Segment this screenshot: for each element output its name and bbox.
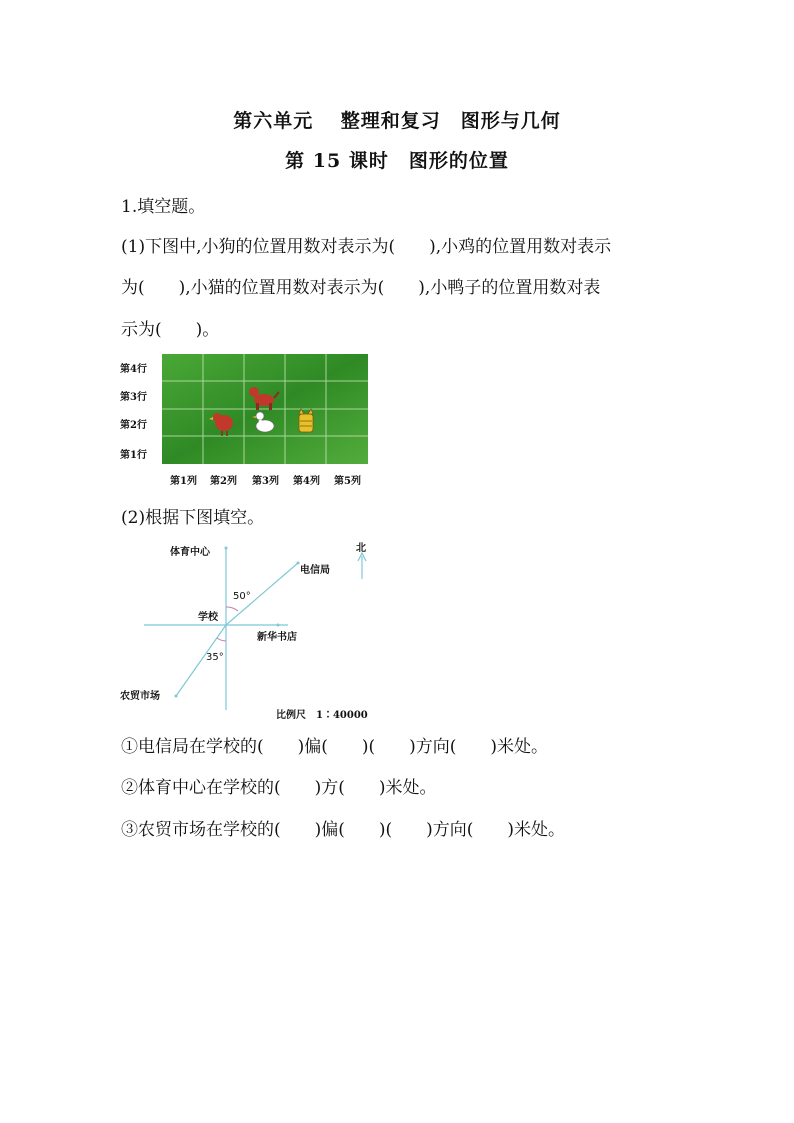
question-text-line3: 示为( )。 bbox=[121, 320, 220, 340]
position-grid-figure bbox=[118, 352, 378, 492]
lesson-title: 第 15 课时 图形的位置 bbox=[285, 150, 509, 172]
question-text-line2: 为( ),小猫的位置用数对表示为( ),小鸭子的位置用数对表 bbox=[121, 278, 601, 298]
market-point bbox=[175, 695, 178, 698]
bookstore-point bbox=[277, 624, 280, 627]
label-angle-35: 35° bbox=[206, 652, 224, 663]
question-text-line1: (1)下图中,小狗的位置用数对表示为( ),小鸡的位置用数对表示 bbox=[121, 237, 612, 257]
col-label-2: 第2列 bbox=[210, 476, 237, 487]
col-label-4: 第4列 bbox=[293, 476, 320, 487]
sports-point bbox=[225, 547, 228, 550]
row-label-2: 第2行 bbox=[120, 420, 147, 431]
label-market: 农贸市场 bbox=[120, 691, 160, 702]
fill-item-2: ②体育中心在学校的( )方( )米处。 bbox=[121, 778, 437, 798]
label-north: 北 bbox=[356, 543, 366, 554]
row-label-4: 第4行 bbox=[120, 364, 147, 375]
col-label-5: 第5列 bbox=[334, 476, 361, 487]
direction-map-figure bbox=[118, 534, 378, 724]
label-scale: 比例尺 1∶40000 bbox=[276, 710, 368, 721]
angle-arc-50 bbox=[226, 607, 238, 611]
sub-question-heading: (2)根据下图填空。 bbox=[121, 508, 265, 528]
col-label-1: 第1列 bbox=[170, 476, 197, 487]
col-label-3: 第3列 bbox=[252, 476, 279, 487]
row-label-1: 第1行 bbox=[120, 450, 147, 461]
row-label-3: 第3行 bbox=[120, 392, 147, 403]
label-sports-center: 体育中心 bbox=[170, 547, 210, 558]
label-school: 学校 bbox=[198, 612, 218, 623]
label-telecom: 电信局 bbox=[300, 565, 330, 576]
angle-arc-35 bbox=[217, 638, 226, 641]
fill-item-3: ③农贸市场在学校的( )偏( )( )方向( )米处。 bbox=[121, 820, 566, 840]
fill-item-1: ①电信局在学校的( )偏( )( )方向( )米处。 bbox=[121, 737, 549, 757]
question-heading: 1.填空题。 bbox=[121, 197, 206, 217]
grass-grid bbox=[162, 354, 368, 464]
label-bookstore: 新华书店 bbox=[257, 632, 297, 643]
unit-title: 第六单元 整理和复习 图形与几何 bbox=[233, 110, 561, 132]
label-angle-50: 50° bbox=[233, 591, 251, 602]
